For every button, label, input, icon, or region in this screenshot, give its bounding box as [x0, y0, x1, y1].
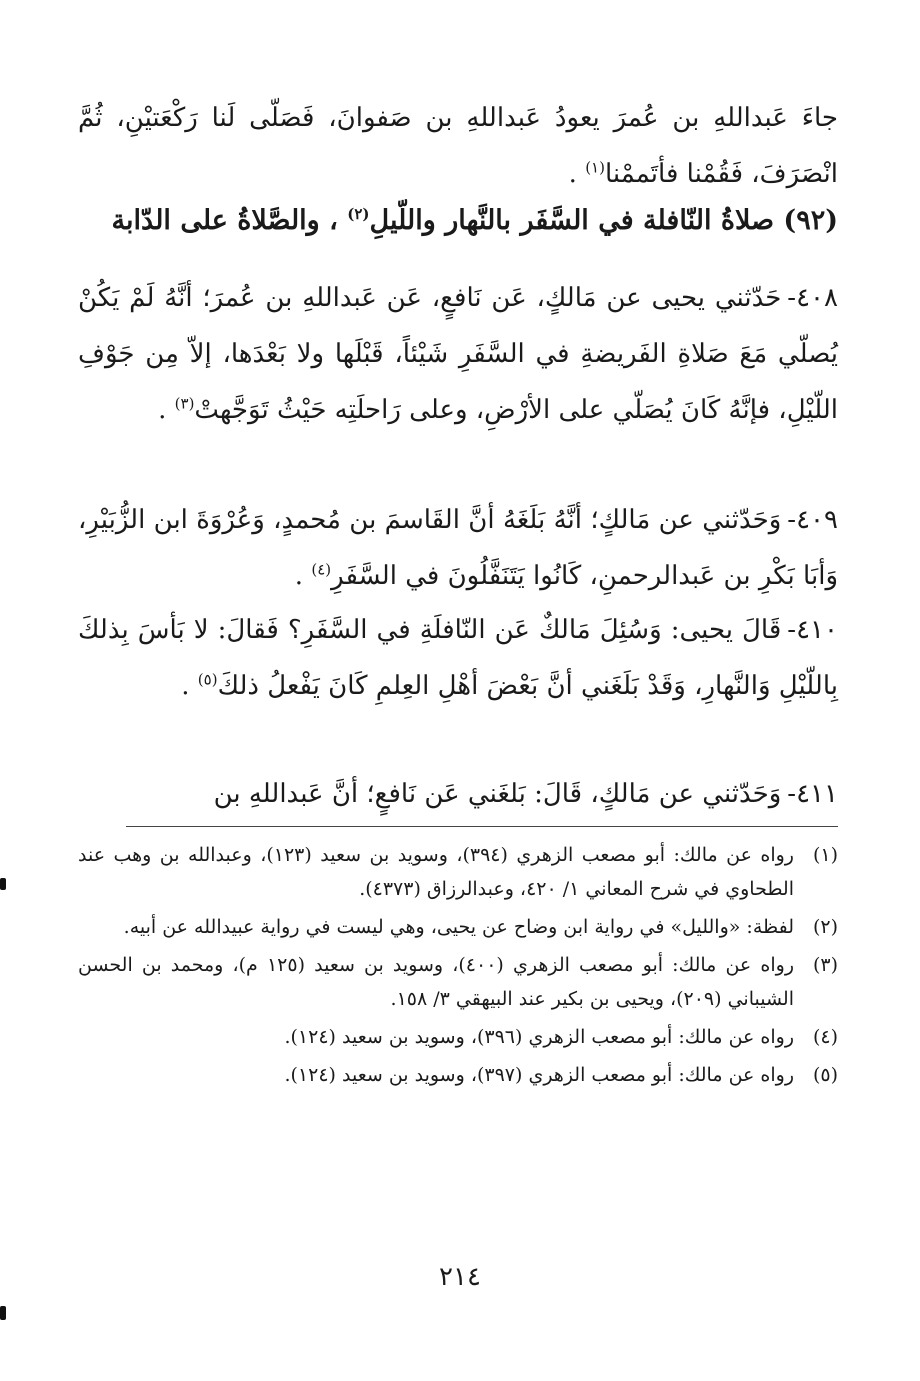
hadith-number: ٤١١- — [787, 779, 838, 809]
scan-edge-mark — [0, 1306, 6, 1320]
hadith-text: حَدّثني يحيى عن مَالكٍ، عَن نَافعٍ، عَن عَبداللهِ بن عُمرَ؛ أنَّهُ لَمْ يَكُنْ يُصلّي مَعَ صَلاةِ الفَريضةِ في السَّفَرِ شَيْئاً، قَبْلَها ولا بَعْدَها، إلاّ مِن جَوْفِ اللّيْلِ، فإنَّهُ كَانَ يُصَلّي على الأرْضِ، وعلى رَاحلَتِه حَيْثُ تَوَجَّهتْ — [78, 283, 838, 425]
footnote-number: (٢) — [812, 916, 838, 938]
footnote-text: رواه عن مالك: أبو مصعب الزهري (٣٩٤)، وسويد بن سعيد (١٢٣)، وعبدالله بن وهب عند الطحاوي في شرح المعاني ١/ ٤٢٠، وعبدالرزاق (٤٣٧٣). — [78, 844, 794, 900]
footnote-divider — [126, 826, 838, 827]
footnote-text: رواه عن مالك: أبو مصعب الزهري (٤٠٠)، وسويد بن سعيد (١٢٥ م)، ومحمد بن الحسن الشيباني (٢٠٩)، ويحيى بن بكير عند البيهقي ٣/ ١٥٨. — [78, 954, 794, 1010]
continuation-text: جاءَ عَبداللهِ بن عُمرَ يعودُ عَبداللهِ بن صَفوانَ، فَصَلّى لَنا رَكْعَتيْنِ، ثُمَّ انْصَرَفَ، فَقُمْنا فأتَممْنا — [78, 103, 838, 189]
footnotes-section — [78, 838, 838, 1096]
hadith-paragraph — [78, 602, 838, 714]
hadith-text: وَحَدّثني عن مَالكٍ؛ أنَّهُ بَلَغَهُ أنَّ القَاسمَ بن مُحمدٍ، وَعُرْوَةَ ابن الزُّبَيْرِ، وَأبَا بَكْرِ بن عَبدالرحمنِ، كَانُوا يَتَنَفَّلُونَ في السَّفَرِ — [78, 505, 838, 591]
footnote-ref[interactable]: (٤) — [311, 560, 332, 579]
hadith-paragraph — [78, 270, 838, 438]
footnote-ref[interactable]: (١) — [585, 158, 605, 177]
hadith-number: ٤٠٩- — [787, 505, 838, 535]
hadith-end: . — [158, 395, 175, 425]
footnote-ref[interactable]: (٣) — [174, 394, 195, 413]
hadith-paragraph — [78, 492, 838, 604]
footnote — [78, 948, 838, 1016]
hadith-number: ٤٠٨- — [787, 283, 838, 313]
footnote-text: رواه عن مالك: أبو مصعب الزهري (٣٩٧)، وسويد بن سعيد (١٢٤). — [284, 1064, 794, 1086]
footnote-ref[interactable]: (٥) — [197, 670, 218, 689]
heading-text: (٩٢) صلاةُ النّافلة في السَّفَر بالنَّهار واللّيلِ — [369, 205, 838, 236]
footnote-text: لفظة: «والليل» في رواية ابن وضاح عن يحيى، وهي ليست في رواية عبيدالله عن أبيه. — [123, 916, 794, 938]
hadith-number: ٤١٠- — [787, 615, 838, 645]
hadith-end: . — [294, 561, 312, 591]
footnote — [78, 910, 838, 944]
heading-text-end: ، والصَّلاةُ على الدّابة — [111, 205, 348, 236]
hadith-text: قَالَ يحيى: وَسُئِلَ مَالكٌ عَن النّافلَةِ في السَّفَرِ؟ فَقالَ: لا بَأسَ بِذلكَ بِاللّيْلِ وَالنَّهارِ، وَقَدْ بَلَغَني أنَّ بَعْضَ أهْلِ العِلمِ كَانَ يَفْعلُ ذلكَ — [78, 615, 838, 701]
footnote — [78, 1058, 838, 1092]
footnote-number: (١) — [812, 844, 838, 866]
footnote-number: (٥) — [812, 1064, 838, 1086]
footnote-ref[interactable]: (٢) — [347, 205, 370, 223]
footnote-text: رواه عن مالك: أبو مصعب الزهري (٣٩٦)، وسويد بن سعيد (١٢٤). — [284, 1026, 794, 1048]
chapter-heading — [78, 196, 838, 246]
continuation-paragraph — [78, 90, 838, 202]
footnote — [78, 1020, 838, 1054]
scan-edge-mark — [0, 878, 6, 890]
footnote-number: (٤) — [812, 1026, 838, 1048]
continuation-end: . — [568, 159, 586, 189]
footnote — [78, 838, 838, 906]
hadith-text: وَحَدّثني عن مَالكٍ، قَالَ: بَلغَني عَن نَافعٍ؛ أنَّ عَبداللهِ بن — [213, 779, 782, 809]
page-number: ٢١٤ — [439, 1262, 481, 1292]
hadith-end: . — [181, 671, 198, 701]
footnote-number: (٣) — [812, 954, 838, 976]
hadith-paragraph — [78, 766, 838, 822]
